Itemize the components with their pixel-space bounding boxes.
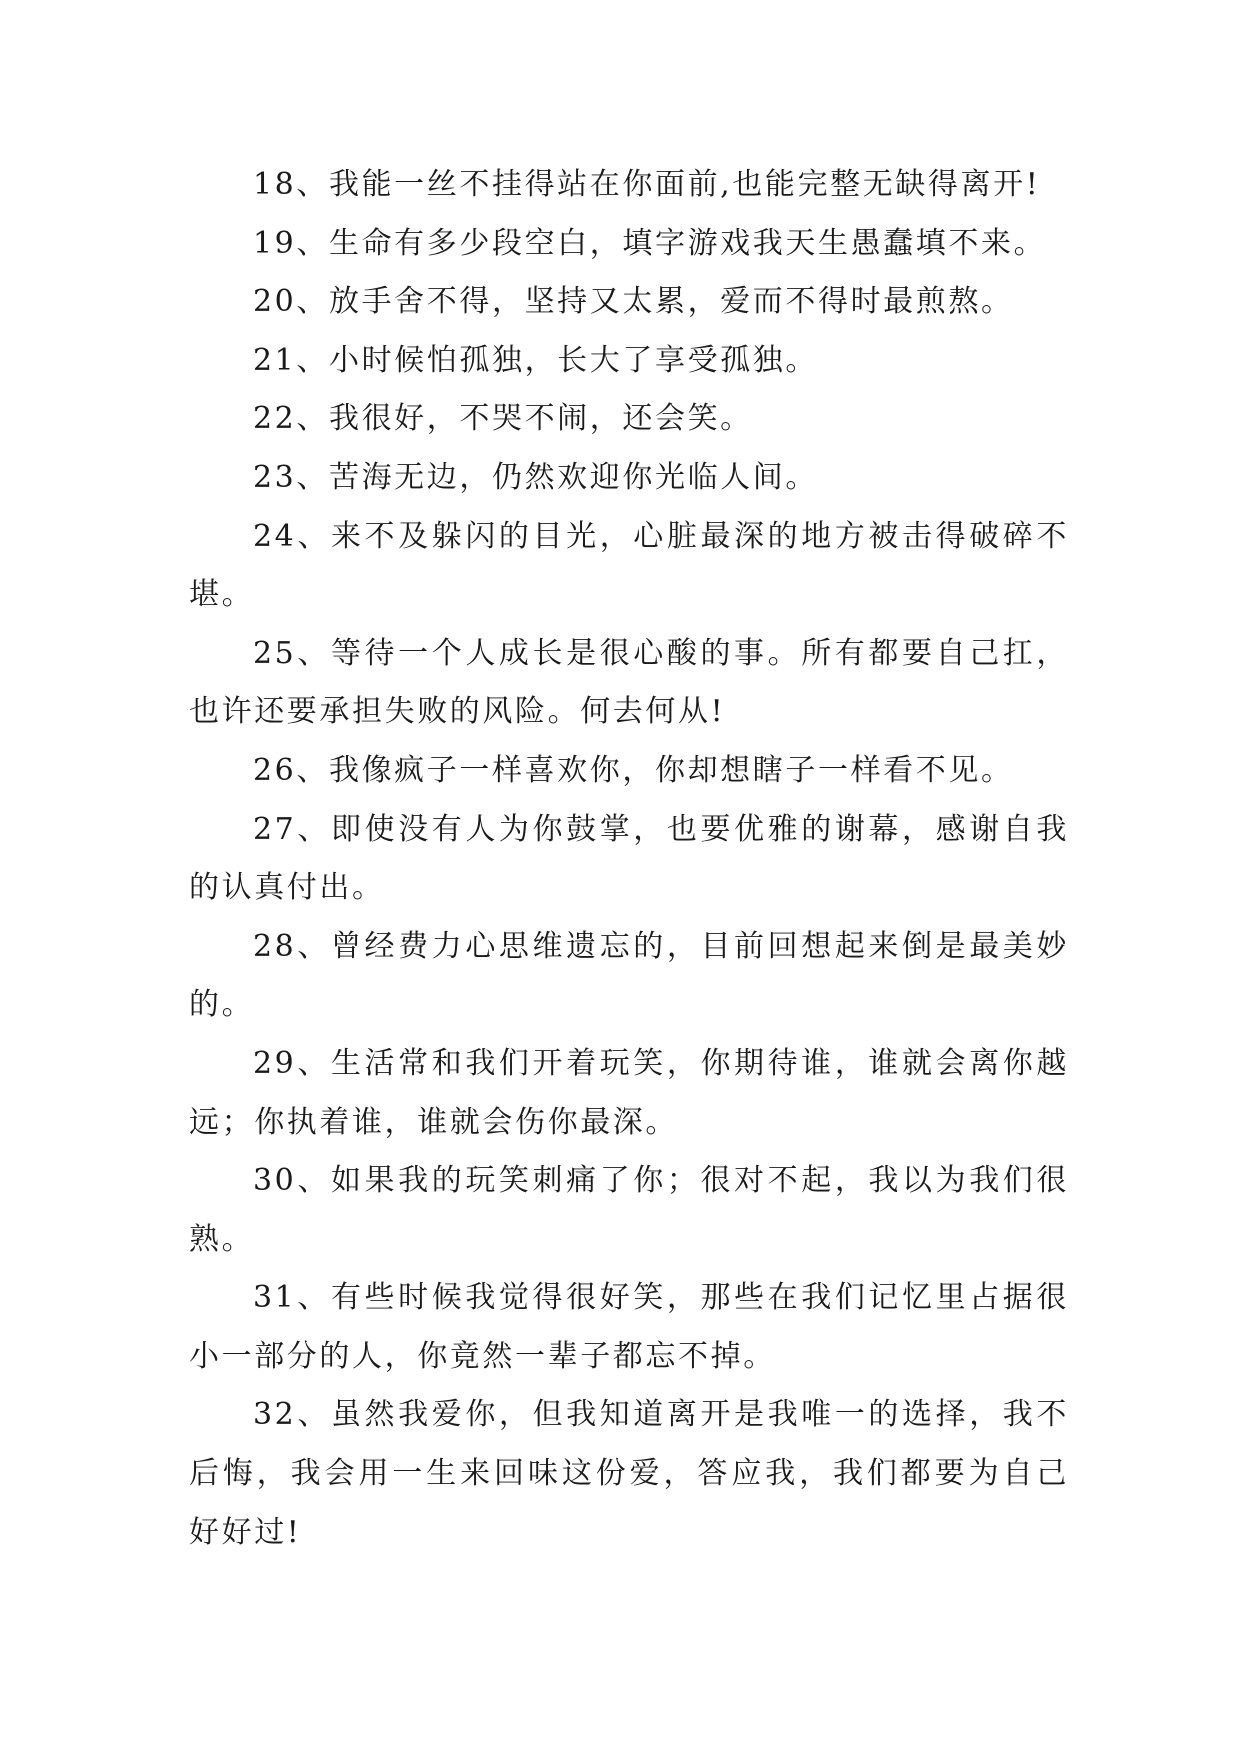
- paragraph-23: 23、苦海无边，仍然欢迎你光临人间。: [253, 459, 818, 495]
- paragraph-28: 28、曾经费力心思维遗忘的，目前回想起来倒是最美妙的。: [189, 928, 1069, 1023]
- paragraph-21: 21、小时候怕孤独，长大了享受孤独。: [253, 342, 818, 378]
- paragraph-32: 32、虽然我爱你，但我知道离开是我唯一的选择，我不后悔，我会用一生来回味这份爱，答应我，我们都要为自己好好过!: [189, 1397, 1069, 1550]
- paragraph-19: 19、生命有多少段空白，填字游戏我天生愚蠢填不来。: [253, 225, 1047, 261]
- paragraph-18: 18、我能一丝不挂得站在你面前,也能完整无缺得离开!: [253, 167, 1041, 202]
- paragraph-25: 25、等待一个人成长是很心酸的事。所有都要自己扛，也许还要承担失败的风险。何去何从!: [189, 635, 1069, 730]
- paragraph-26: 26、我像疯子一样喜欢你，你却想瞎子一样看不见。: [253, 752, 1014, 788]
- paragraph-20: 20、放手舍不得，坚持又太累，爱而不得时最煎熬。: [253, 284, 1014, 320]
- document-body: [189, 156, 1069, 1562]
- paragraph-27: 27、即使没有人为你鼓掌，也要优雅的谢幕，感谢自我的认真付出。: [189, 811, 1069, 906]
- paragraph-22: 22、我很好，不哭不闹，还会笑。: [253, 401, 753, 437]
- paragraph-29: 29、生活常和我们开着玩笑，你期待谁，谁就会离你越远；你执着谁，谁就会伤你最深。: [189, 1045, 1069, 1140]
- paragraph-31: 31、有些时候我觉得很好笑，那些在我们记忆里占据很小一部分的人，你竟然一辈子都忘不掉。: [189, 1280, 1069, 1374]
- paragraph-30: 30、如果我的玩笑刺痛了你；很对不起，我以为我们很熟。: [189, 1163, 1069, 1257]
- paragraph-24: 24、来不及躲闪的目光，心脏最深的地方被击得破碎不堪。: [189, 518, 1069, 613]
